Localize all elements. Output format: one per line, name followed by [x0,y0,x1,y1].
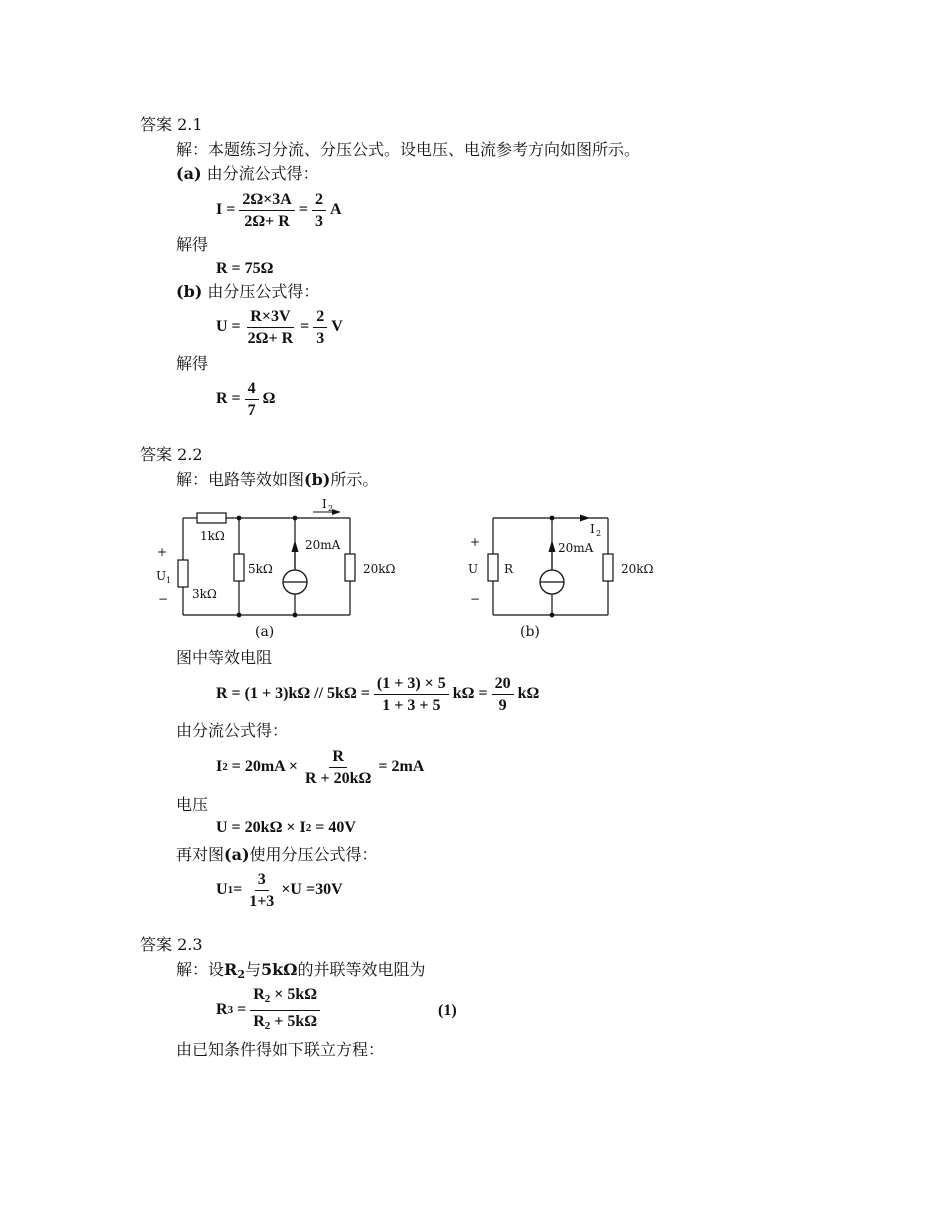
result-r-75: R = 75Ω [216,260,274,277]
fraction: $\frac{20}{9}$ [492,675,514,714]
label-20ma: 20mA [305,538,341,552]
circuit-diagram-a [150,492,420,642]
resistor-5k [234,554,244,581]
label-i2: I [322,497,327,511]
solution-intro: 解：本题练习分流、分压公式。设电压、电流参考方向如图所示。 [176,140,641,159]
fraction: $\frac{R\times 3V}{2\Omega+ R}$ [247,307,294,347]
resistor-1k [197,513,226,523]
equiv-text: 图中等效电阻 [176,648,273,667]
svg-text:1: 1 [166,576,172,585]
fraction: $\frac{2}{3}$ [312,191,326,230]
fraction: $\frac{3}{1+3}$ [249,870,275,910]
label-plus: + [157,545,168,559]
label-u: U [468,562,479,576]
resistor-20k [603,554,613,581]
svg-text:2: 2 [596,529,602,538]
circuit-diagram-b [460,492,680,642]
equation-u: U = 20kΩ × I 2 = 40V [216,819,356,836]
part-b-label: (b) [176,282,203,301]
solution-intro: 解：电路等效如图(b)所示。 [176,470,379,489]
label-5k: 5kΩ [248,562,273,576]
equation-equiv-resistance: R = (1 + 3)kΩ // 5kΩ = $\frac{(1 + 3) \times 5}{1 + 3 + 5}$ kΩ = $\frac{20}{9}$ kΩ [216,674,540,714]
svg-text:2: 2 [328,504,334,513]
part-b-text: 由分压公式得： [207,282,320,301]
fraction: $\frac{(1 + 3) \times 5}{1 + 3 + 5}$ [374,675,449,714]
label-minus: − [470,592,481,606]
label-3k: 3kΩ [192,587,217,601]
fraction: $\frac{R_2 \times 5k\Omega}{R_2 + 5k\Omega}$ [250,986,320,1035]
resistor-20k [345,554,355,581]
caption-a: (a) [255,624,275,640]
resistor-3k [178,560,188,587]
result-r-4-7: R = $\frac{4}{7}$ Ω [216,379,276,419]
part-a-label: (a) [176,164,202,183]
current-arrow-icon [313,509,341,515]
resistor-r [488,554,498,581]
label-minus: − [158,592,169,606]
part-b-line [176,282,319,302]
solve-label: 解得 [176,354,209,373]
current-source-icon [283,540,307,594]
equation-voltage-divider: U = $\frac{R\times 3V}{2\Omega+ R}$ = $\frac{2}{3}$ V [216,307,343,347]
current-arrow-icon [580,515,590,522]
again-text: 再对图(a)使用分压公式得： [176,845,378,864]
part-a-line [176,164,319,184]
section-heading-2-1: 答案 2.1 [140,115,203,134]
label-1k: 1kΩ [200,529,225,543]
part-a-text: 由分流公式得： [206,164,319,183]
section-heading-2-2: 答案 2.2 [140,445,203,464]
label-i2: I [590,522,595,536]
label-u1: U [156,569,167,583]
equation-r3: R 3 = $\frac{R_2 \times 5k\Omega}{R_2 + 5k\Omega}$ [216,985,324,1035]
label-r: R [504,562,514,576]
fraction: $\frac{2\Omega\times 3A}{2\Omega+ R}$ [239,191,294,230]
solution-intro: 解：设$R_2$与5kΩ的并联等效电阻为 [176,960,426,981]
voltage-text: 电压 [176,795,209,814]
solve-label: 解得 [176,235,209,254]
known-text: 由已知条件得如下联立方程： [176,1040,385,1059]
equation-tag: (1) [438,1002,457,1019]
caption-b: (b) [520,624,540,640]
equation-i2: I 2 = 20mA × $\frac{R}{R + 20k\Omega}$ = 2mA [216,747,425,787]
fraction: $\frac{4}{7}$ [245,380,259,419]
fraction: $\frac{R}{R + 20k\Omega}$ [304,747,372,787]
label-plus: + [470,535,481,549]
equation-u1: U 1 = $\frac{3}{1+3}$ ×U =30V [216,870,343,910]
fraction: $\frac{2}{3}$ [313,308,327,347]
label-20k: 20kΩ [621,562,654,576]
label-20k: 20kΩ [363,562,396,576]
section-heading-2-3: 答案 2.3 [140,935,203,954]
label-20ma: 20mA [558,541,594,555]
split-text: 由分流公式得： [176,721,289,740]
equation-current-divider: I = $\frac{2\Omega\times 3A}{2\Omega+ R}$ = $\frac{2}{3}$ A [216,190,342,230]
